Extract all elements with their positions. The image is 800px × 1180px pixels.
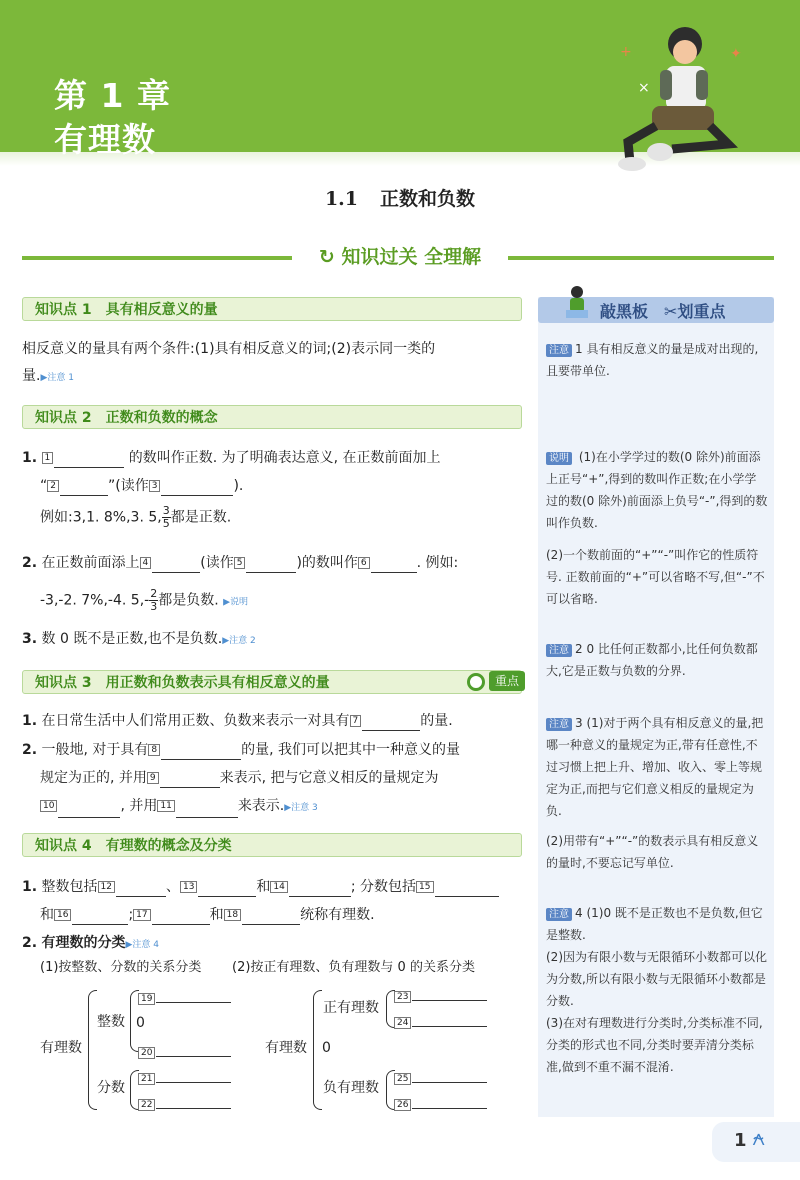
blank-index: 11 <box>157 800 174 812</box>
answer-blank[interactable] <box>60 481 108 496</box>
blank-index: 19 <box>138 993 155 1005</box>
section-name: 正数和负数 <box>380 188 476 210</box>
blank-index: 7 <box>350 715 362 727</box>
tag-note: 注意 <box>546 644 572 657</box>
blank-index: 16 <box>54 909 71 921</box>
q-number: 1. <box>22 879 38 895</box>
sidebar-note-2 <box>546 638 768 682</box>
explain-text-1: (1)在小学学过的数(0 除外)前面添上正号“+”,得到的数叫作正数;在小学学过的数(0 除外)前面添上负号“-”,得到的数叫作负数. <box>546 450 768 530</box>
blank-index: 18 <box>224 909 241 921</box>
blank-index: 25 <box>394 1073 411 1085</box>
note-number: 4 <box>575 906 583 920</box>
kp3-q2 <box>22 740 532 760</box>
blank-index: 17 <box>133 909 150 921</box>
answer-blank[interactable] <box>246 558 296 573</box>
note-link-3[interactable]: ▶注意 3 <box>284 803 318 813</box>
sidebar-note-3b: (2)用带有“+”“-”的数表示具有相反意义的量时,不要忘记写单位. <box>546 834 759 870</box>
kp3-q2-line3 <box>40 796 318 818</box>
target-icon <box>467 673 485 691</box>
fraction-bottom: 3 <box>150 600 158 613</box>
tag-explain: 说明 <box>546 452 572 465</box>
answer-blank[interactable] <box>54 453 124 468</box>
blank-index: 1 <box>42 452 54 464</box>
sidebar-title <box>600 299 725 322</box>
kp4-header <box>22 833 522 857</box>
sidebar-note-4 <box>546 902 768 946</box>
sidebar-explain-2: (2)一个数前面的“+”“-”叫作它的性质符号. 正数前面的“+”可以省略不写,但“-”不可以省略. <box>546 548 765 606</box>
tree1-integer: 整数 <box>97 1014 125 1030</box>
kp3-q1-text: 在日常生活中人们常用正数、负数来表示一对具有 <box>41 713 350 729</box>
blank-index: 5 <box>234 557 246 569</box>
answer-line[interactable] <box>412 988 487 1001</box>
section-title <box>0 184 800 211</box>
note-link-2[interactable]: ▶注意 2 <box>222 636 256 646</box>
q-number: 1. <box>22 713 38 729</box>
compass-icon: ⍲ <box>752 1126 766 1151</box>
tree2-blank-26 <box>394 1094 487 1113</box>
svg-text:+: + <box>620 44 632 60</box>
kp1-title: 具有相反意义的量 <box>105 302 218 318</box>
kp4-q1c: 和 <box>256 879 271 895</box>
kp4-q2 <box>22 933 159 955</box>
tree1-blank-20 <box>138 1042 231 1061</box>
answer-blank[interactable] <box>176 803 238 818</box>
sidebar-note-4b: (2)因为有限小数与无限循环小数都可以化为分数,所以有限小数与无限循环小数都是分数. <box>546 950 767 1008</box>
answer-blank[interactable] <box>58 803 120 818</box>
fraction <box>162 505 171 530</box>
chapter-number: 第 1 章 <box>54 76 171 115</box>
kp4-q1h: 统称有理数. <box>300 907 375 923</box>
note-number: 2 <box>575 642 583 656</box>
note-link-explain[interactable]: ▶说明 <box>223 597 249 608</box>
blank-index: 26 <box>394 1099 411 1111</box>
note-text: (1)0 既不是正数也不是负数,但它是整数. <box>546 906 763 942</box>
tree1-brace <box>88 990 97 1110</box>
tree1-zero: 0 <box>136 1015 145 1031</box>
svg-text:✦: ✦ <box>730 46 742 62</box>
banner-rule-right <box>508 256 774 260</box>
kp1-text-line2 <box>22 366 74 388</box>
answer-line[interactable] <box>412 1014 487 1027</box>
sidebar-explain <box>546 446 768 534</box>
sidebar-title-sub: 划重点 <box>677 302 726 321</box>
page-number: 1 <box>734 1130 747 1151</box>
tag-note: 注意 <box>546 908 572 921</box>
answer-line[interactable] <box>156 990 231 1003</box>
answer-blank[interactable] <box>152 910 210 925</box>
answer-blank[interactable] <box>242 910 300 925</box>
kp4-q1g: 和 <box>209 907 224 923</box>
q-number: 2. <box>22 935 38 951</box>
blank-index: 14 <box>270 881 287 893</box>
kp2-q2a: 在正数前面添上 <box>41 555 140 571</box>
student-illustration <box>590 14 760 174</box>
kp3-q2e: , 并用 <box>120 798 158 814</box>
kp4-q1a: 整数包括 <box>41 879 98 895</box>
kp2-ex1-end: 都是正数. <box>170 509 232 526</box>
kp3-title: 用正数和负数表示具有相反意义的量 <box>105 675 330 691</box>
answer-blank[interactable] <box>362 716 420 731</box>
fraction-top: 3 <box>162 504 170 517</box>
note-link-4[interactable]: ▶注意 4 <box>125 940 160 950</box>
tag-note: 注意 <box>546 344 572 357</box>
answer-line[interactable] <box>412 1070 487 1083</box>
q-number: 2. <box>22 742 38 758</box>
pin-icon: ✂ <box>664 302 678 321</box>
kp2-q1 <box>22 448 532 468</box>
kp3-q2d: 来表示, 把与它意义相反的量规定为 <box>219 770 439 786</box>
kp1-header <box>22 297 522 321</box>
sidebar-note-4c: (3)在对有理数进行分类时,分类标准不同,分类的形式也不同,分类时要弄清分类标准,做到不重不漏不混淆. <box>546 1016 763 1074</box>
kp3-q2-line2 <box>40 768 530 788</box>
kp2-q1b-close: ). <box>233 478 244 494</box>
kp3-q2f: 来表示. <box>237 798 285 814</box>
kp3-q2c: 规定为正的, 并用 <box>40 770 147 786</box>
tree1-blank-21 <box>138 1068 231 1087</box>
section-number: 1.1 <box>324 188 359 210</box>
sidebar-title-main: 敲黑板 <box>600 302 649 321</box>
note-number: 1 <box>575 342 583 356</box>
note-link-1[interactable]: ▶注意 1 <box>40 373 74 383</box>
kp3-q2a: 一般地, 对于具有 <box>41 742 149 758</box>
kp2-q1-line2 <box>40 476 243 496</box>
note-text: 0 比任何正数都小,比任何负数都大,它是正数与负数的分界. <box>546 642 758 678</box>
kp2-q1b-open: “ <box>40 478 48 494</box>
answer-blank[interactable] <box>198 882 256 897</box>
blank-index: 6 <box>358 557 370 569</box>
kp2-q2d: . 例如: <box>416 555 459 571</box>
chapter-title: 有理数 <box>54 120 156 159</box>
blank-index: 13 <box>180 881 197 893</box>
kp2-example2 <box>40 588 248 613</box>
blank-index: 21 <box>138 1073 155 1085</box>
tree2-negative: 负有理数 <box>323 1080 379 1096</box>
note-text: 具有相反意义的量是成对出现的,且要带单位. <box>546 342 759 378</box>
blank-index: 12 <box>98 881 115 893</box>
kp4-q1e: 和 <box>40 907 54 923</box>
kp2-ex2-end: 都是负数. <box>158 592 219 609</box>
answer-line[interactable] <box>156 1044 231 1057</box>
q-number: 3. <box>22 631 38 647</box>
kp2-q1b-mid: ”(读作 <box>108 478 149 494</box>
kp4-q1b: 、 <box>165 879 180 895</box>
kp2-q3-text: 数 0 既不是正数,也不是负数. <box>41 631 223 647</box>
svg-text:×: × <box>638 80 650 96</box>
sidebar-note-3 <box>546 712 768 822</box>
answer-blank[interactable] <box>371 558 417 573</box>
tree1-blank-22 <box>138 1094 231 1113</box>
kp1-text <box>22 339 527 359</box>
blank-index: 3 <box>149 480 161 492</box>
banner-title <box>300 242 500 269</box>
blank-index: 4 <box>140 557 152 569</box>
answer-blank[interactable] <box>72 910 128 925</box>
kp4-q2-title: 有理数的分类 <box>41 935 126 951</box>
fraction <box>149 588 158 613</box>
kp2-title: 正数和负数的概念 <box>105 410 218 426</box>
kp3-q2b: 的量, 我们可以把其中一种意义的量 <box>241 742 461 758</box>
blank-index: 15 <box>416 881 433 893</box>
tree1-root: 有理数 <box>40 1040 82 1056</box>
blank-index: 9 <box>147 772 159 784</box>
tree2-blank-24 <box>394 1012 487 1031</box>
answer-line[interactable] <box>156 1070 231 1083</box>
tree2-brace <box>313 990 322 1110</box>
tree2-zero: 0 <box>322 1040 331 1056</box>
tree1-fraction: 分数 <box>97 1080 125 1096</box>
note-number: 3 <box>575 716 583 730</box>
fraction-top: 2 <box>150 587 158 600</box>
blank-index: 24 <box>394 1017 411 1029</box>
fraction-bottom: 5 <box>162 517 170 530</box>
kp3-q1 <box>22 711 453 731</box>
focus-badge: 重点 <box>489 671 525 691</box>
tree2-root: 有理数 <box>265 1040 307 1056</box>
kp4-q1d: ; 分数包括 <box>350 879 417 895</box>
kp2-ex2: -3,-2. 7%,-4. 5,- <box>40 592 150 609</box>
kp2-q2 <box>22 553 532 573</box>
note-text: (1)对于两个具有相反意义的量,把哪一种意义的量规定为正,带有任意性,不过习惯上把上升、增加、收入、零上等规定为正,而把与它们意义相反的量规定为负. <box>546 716 764 818</box>
answer-blank[interactable] <box>289 882 351 897</box>
answer-line[interactable] <box>412 1096 487 1109</box>
kp2-q2b: (读作 <box>200 555 234 571</box>
kp3-label: 知识点 3 <box>35 675 92 691</box>
kp2-q1a: 的数叫作正数. 为了明确表达意义, 在正数前面加上 <box>128 450 441 466</box>
tree2-blank-23 <box>394 986 487 1005</box>
kp2-header <box>22 405 522 429</box>
answer-blank[interactable] <box>116 882 166 897</box>
kp2-label: 知识点 2 <box>35 410 92 426</box>
answer-line[interactable] <box>156 1096 231 1109</box>
kp4-sub1: (1)按整数、分数的关系分类 <box>40 960 202 975</box>
kp2-q2c: )的数叫作 <box>296 555 358 571</box>
answer-blank[interactable] <box>152 558 200 573</box>
tree2-blank-25 <box>394 1068 487 1087</box>
teacher-icon <box>562 284 592 320</box>
kp3-header <box>22 670 522 694</box>
banner-rule-left <box>22 256 292 260</box>
answer-blank[interactable] <box>160 773 220 788</box>
tag-note: 注意 <box>546 718 572 731</box>
kp4-q1 <box>22 877 532 897</box>
kp1-text2: 量. <box>22 368 41 384</box>
q-number: 1. <box>22 450 38 466</box>
blank-index: 20 <box>138 1047 155 1059</box>
tree1-blank-19 <box>138 988 231 1007</box>
blank-index: 23 <box>394 991 411 1003</box>
kp2-ex1: 例如:3,1. 8%,3. 5, <box>40 509 162 526</box>
kp4-q1-line2 <box>40 905 375 925</box>
kp4-title: 有理数的概念及分类 <box>105 838 232 854</box>
answer-blank[interactable] <box>161 745 241 760</box>
banner-icon: ↻ <box>318 246 335 268</box>
kp4-sub2: (2)按正有理数、负有理数与 0 的关系分类 <box>232 960 475 975</box>
kp2-q3 <box>22 629 256 651</box>
banner-label: 知识过关 全理解 <box>341 246 482 268</box>
kp2-example1 <box>40 505 231 530</box>
answer-blank[interactable] <box>161 481 233 496</box>
kp1-label: 知识点 1 <box>35 302 92 318</box>
blank-index: 22 <box>138 1099 155 1111</box>
blank-index: 2 <box>47 480 59 492</box>
q-number: 2. <box>22 555 38 571</box>
blank-index: 10 <box>40 800 57 812</box>
sidebar-note-1 <box>546 338 768 382</box>
kp4-label: 知识点 4 <box>35 838 92 854</box>
tree2-positive: 正有理数 <box>323 1000 379 1016</box>
kp3-q1-end: 的量. <box>420 713 453 729</box>
kp4-q1f: ; <box>128 907 134 923</box>
blank-index: 8 <box>148 744 160 756</box>
answer-blank[interactable] <box>435 882 499 897</box>
kp1-text1: 相反意义的量具有两个条件:(1)具有相反意义的词;(2)表示同一类的 <box>22 341 436 357</box>
